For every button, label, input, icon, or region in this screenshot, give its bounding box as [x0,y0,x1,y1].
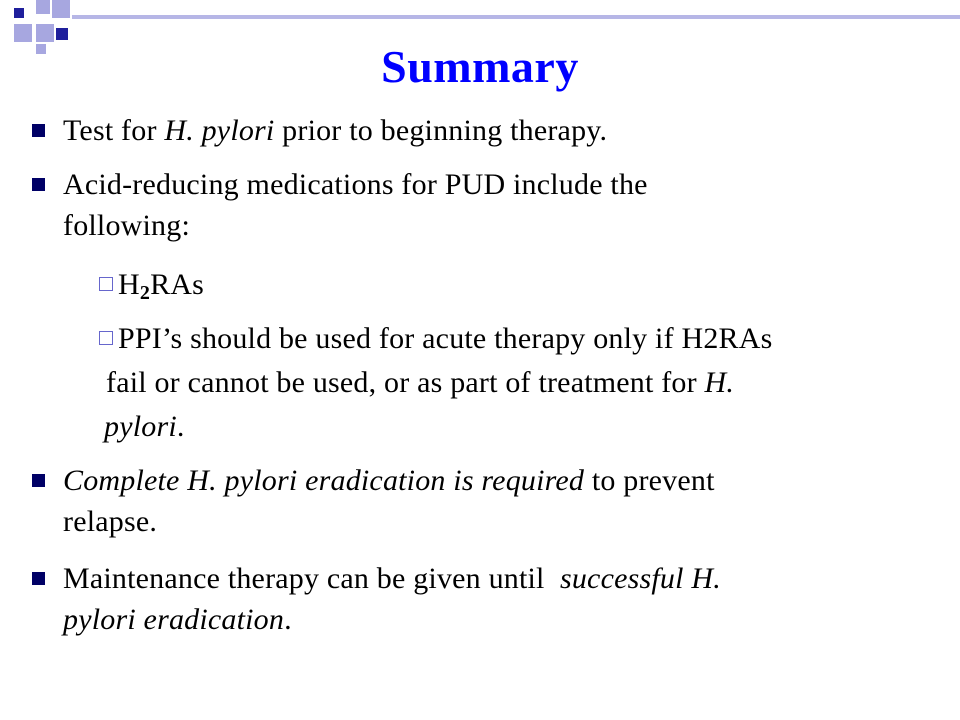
sub-bullet-square-icon [99,331,113,345]
item-text: Acid-reducing medications for PUD include the [63,168,648,201]
bullet-item [63,460,903,542]
bullet-square-icon [32,178,45,191]
item-text: prior to beginning therapy. [274,114,608,147]
sub-bullet-square-icon [99,277,113,291]
deco-square [36,0,50,14]
bullet-square-icon [32,124,45,137]
item-text: . [284,603,292,636]
item-text: Maintenance therapy can be given until [63,562,560,595]
item-text: Test for [63,114,165,147]
slide-title: Summary [381,41,579,92]
item-text: relapse. [63,505,158,538]
bullet-square-icon [32,474,45,487]
bullet-square-icon [32,572,45,585]
item-text: PPI’s should be used for acute therapy only if H2RAs [118,322,773,355]
item-text: fail or cannot be used, or as part of treatment for [106,366,705,399]
item-text: RAs [150,268,205,301]
item-text: . [176,410,185,443]
item-text: following: [63,209,190,242]
deco-square [52,0,70,18]
item-emphasis: Complete H. pylori eradication is required [63,464,585,497]
item-emphasis: successful H. [559,562,721,595]
sub-bullet-item [118,318,948,359]
item-emphasis: pylori [104,410,177,443]
item-emphasis: H. [704,366,735,399]
bullet-item [63,558,903,640]
sub-bullet-item [118,264,948,305]
deco-bar [72,15,960,19]
bullet-item [63,110,903,151]
deco-square [14,8,24,18]
sub-bullet-item-continued [104,406,934,447]
item-text: H [118,268,140,301]
item-emphasis: pylori eradication [63,603,285,636]
item-text: to prevent [584,464,715,497]
item-emphasis: H. pylori [164,114,275,147]
sub-bullet-item-continued [106,362,936,403]
item-subscript: 2 [139,282,151,304]
bullet-item [63,164,903,246]
